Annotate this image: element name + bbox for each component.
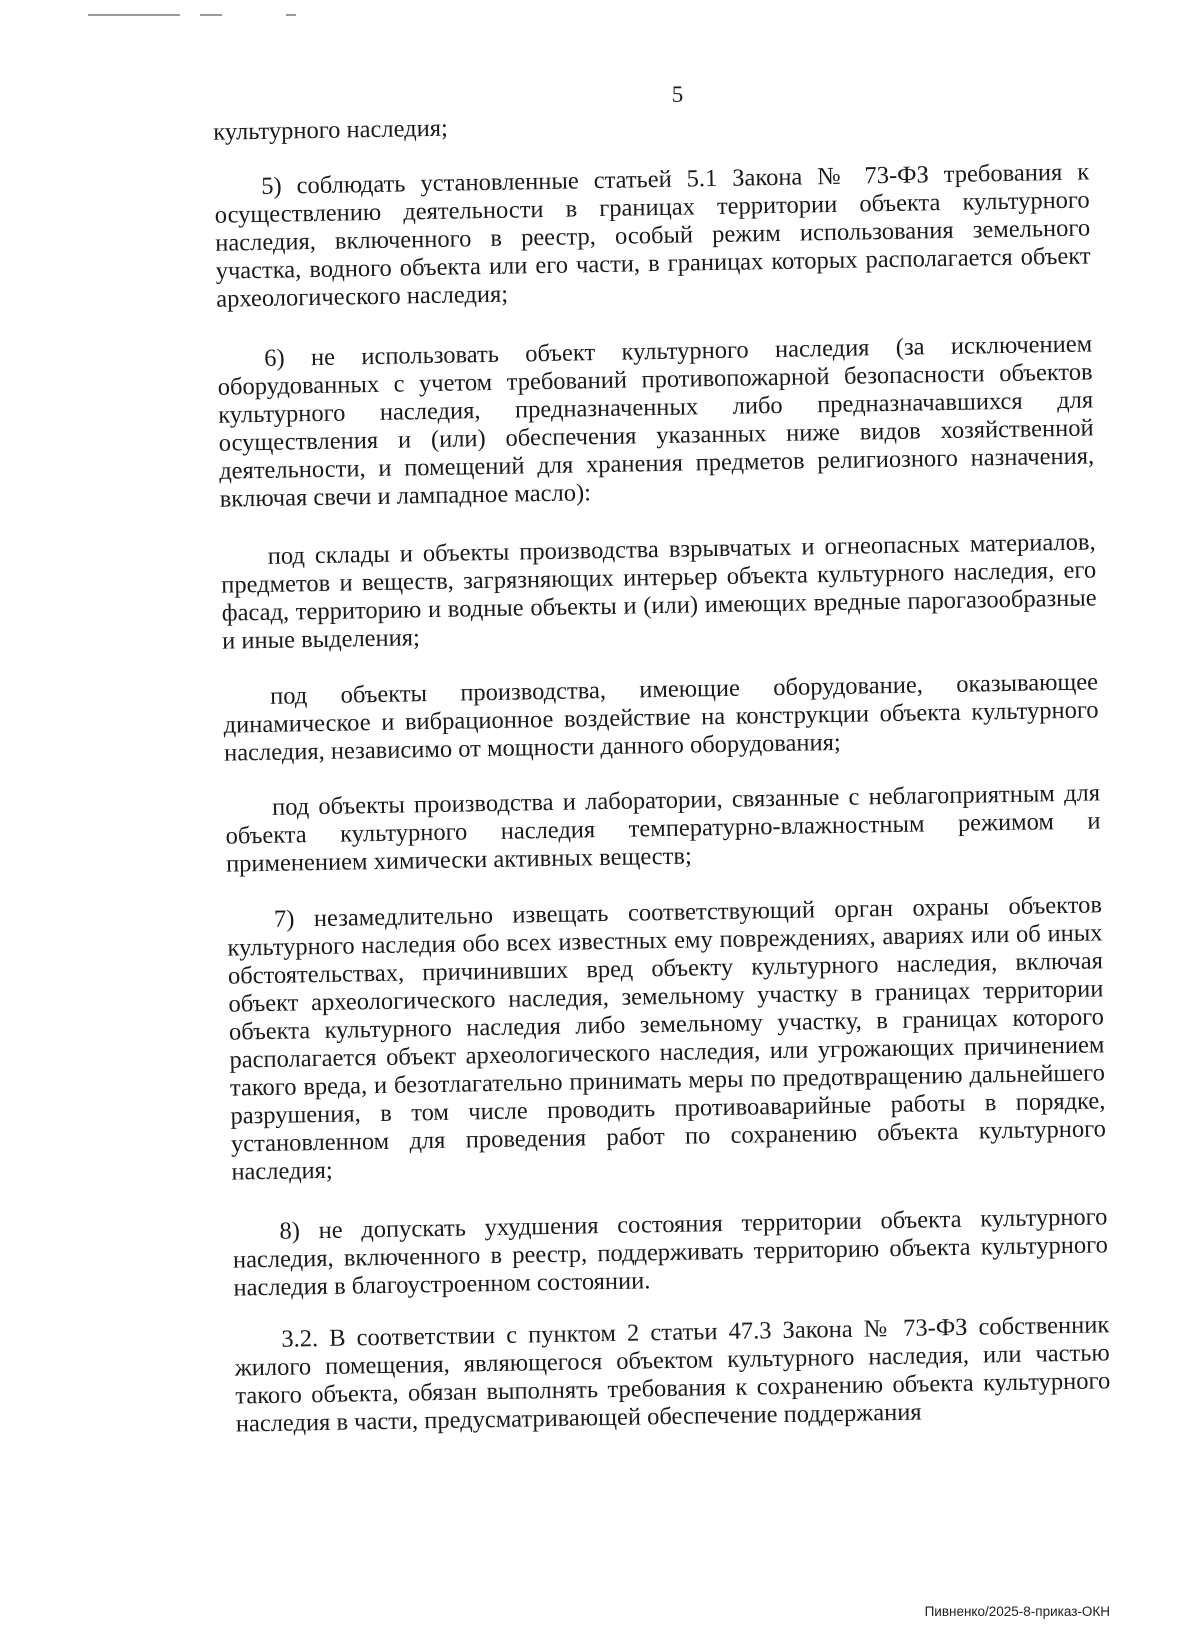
paragraph-item-6: 6) не использовать объект культурного наследия (за исключением оборудованных с учетом требований противопожарной безопасности объектов культурного наследия, предназначенных либо предназначавшихся для осуществления и (или) обеспечения указанных ниже видов хозяйственной деятельности, и помещений для хранения предметов религиозного назначения, включая свечи и лампадное масло): <box>217 330 1095 513</box>
document-registration-code: Пивненко/2025-8-приказ-ОКН <box>924 1604 1110 1619</box>
paragraph-laboratories: под объекты производства и лаборатории, связанные с неблагоприятным для объекта культурного наследия температурно-влажностным режимом и применением химически активных веществ; <box>225 779 1101 878</box>
paragraph-continuation: культурного наследия; <box>213 114 449 146</box>
page-number: 5 <box>671 82 684 107</box>
paragraph-item-8: 8) не допускать ухудшения состояния территории объекта культурного наследия, включенного в реестр, поддерживать территорию объекта культурного наследия в благоустроенном состоянии. <box>232 1203 1109 1302</box>
paragraph-warehouses: под склады и объекты производства взрывчатых и огнеопасных материалов, предметов и веществ, загрязняющих интерьер объекта культурного наследия, его фасад, территорию и водные объекты и (или) имеющих вредные парогазообразные и иные выделения; <box>220 528 1097 655</box>
paragraph-section-3-2: 3.2. В соответствии с пунктом 2 статьи 47.3 Закона № 73-ФЗ собственник жилого помещения, являющегося объектом культурного наследия, или частью такого объекта, обязан выполнять требования к сохранению объекта культурного наследия в части, предусматривающей обеспечение поддержания <box>234 1311 1111 1438</box>
paragraph-item-7: 7) незамедлительно извещать соответствующий орган охраны объектов культурного наследия обо всех известных ему повреждениях, авариях или об иных обстоятельствах, причинивших вред объекту культурного наследия, включая объект археологического наследия, земельному участку в границах территории объекта культурного наследия либо земельному участку, в границах которого располагается объект археологического наследия, или угрожающих причинением такого вреда, и безотлагательно принимать меры по предотвращению дальнейшего разрушения, в том числе проводить противоаварийные работы в порядке, установленном для проведения работ по сохранению объекта культурного наследия; <box>227 891 1107 1186</box>
paragraph-item-5: 5) соблюдать установленные статьей 5.1 Закона № 73-ФЗ требования к осуществлению деятельности в границах территории объекта культурного наследия, включенного в реестр, особый режим использования земельного участка, водного объекта или его части, в границах которых располагается объект археологического наследия; <box>214 158 1091 313</box>
paragraph-production: под объекты производства, имеющие оборудование, оказывающее динамическое и вибрационное воздействие на конструкции объекта культурного наследия, независимо от мощности данного оборудования; <box>223 668 1099 767</box>
